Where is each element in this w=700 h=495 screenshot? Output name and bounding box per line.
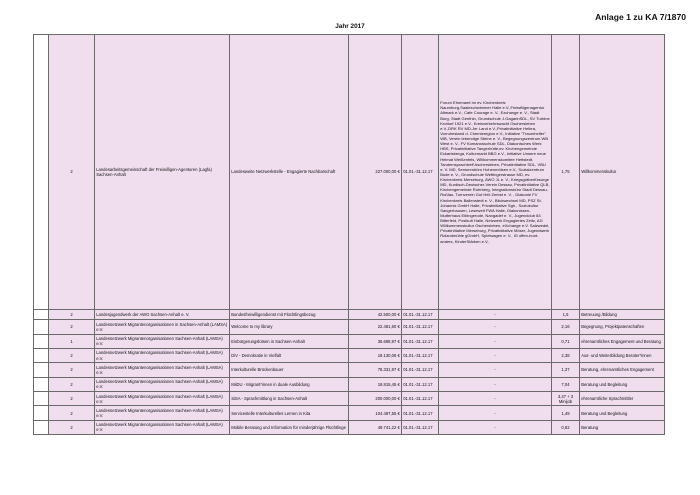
cell-nr: 2 — [49, 377, 95, 391]
cell-bereich: ehrenamtliche Sprachmittler — [580, 392, 665, 406]
blank-cell — [34, 35, 49, 310]
cell-zeitraum: 01.01.-31.12.17 — [402, 392, 439, 406]
blank-cell — [34, 309, 49, 319]
cell-betrag: 18.815,45 € — [349, 377, 402, 391]
blank-cell — [34, 320, 49, 334]
cell-vze: 3,47 + 3 Minijob — [552, 392, 580, 406]
cell-betrag: 36.698,97 € — [349, 334, 402, 348]
cell-partner: - — [439, 309, 552, 319]
cell-nr: 2 — [49, 348, 95, 362]
year-heading: Jahr 2017 — [335, 23, 365, 30]
cell-betrag: 18.130,06 € — [349, 348, 402, 362]
cell-partner: - — [439, 377, 552, 391]
cell-bereich: Aus- und Weiterbildung Berater*innen — [580, 348, 665, 362]
table-row — [34, 363, 665, 377]
cell-traeger: Landesnetzwerk Migrantenorganisationen Sachsen-Anhalt (LAMSA) e.V. — [95, 392, 230, 406]
cell-nr: 2 — [49, 406, 95, 420]
cell-betrag: 78.331,97 € — [349, 363, 402, 377]
cell-projekt: SiSA - Sprachmittlung in Sachsen-Anhalt — [230, 392, 349, 406]
cell-vze: 1,49 — [552, 406, 580, 420]
annex-label: Anlage 1 zu KA 7/1870 — [595, 12, 686, 22]
table-row — [34, 320, 665, 334]
cell-partner: - — [439, 406, 552, 420]
cell-bereich: Beratung und Begleitung — [580, 377, 665, 391]
cell-vze: 1,5 — [552, 309, 580, 319]
blank-cell — [34, 420, 49, 434]
cell-traeger: Landesnetzwerk Migrantenorganisationen Sachsen-Anhalt (LAMSA) e.V. — [95, 348, 230, 362]
cell-partner: - — [439, 334, 552, 348]
cell-vze: 2,38 — [552, 348, 580, 362]
cell-betrag: 104.487,55 € — [349, 406, 402, 420]
cell-bereich: Betreuung /Bildung — [580, 309, 665, 319]
cell-zeitraum: 01.01.-31.12.17 — [402, 377, 439, 391]
cell-vze: 0,82 — [552, 420, 580, 434]
cell-nr: 2 — [49, 420, 95, 434]
cell-traeger: Landesnetzwerk Migrantenorganisationen Sachsen-Anhalt (LAMSA) e.V. — [95, 420, 230, 434]
cell-projekt: Bundesfreiwilligendienst mit Flüchtlingsbezug — [230, 309, 349, 319]
cell-nr: 2 — [49, 363, 95, 377]
table-row — [34, 348, 665, 362]
table-row — [34, 420, 665, 434]
cell-traeger: Landesjugendwerk der AWO Sachsen-Anhalt e. V. — [95, 309, 230, 319]
cell-bereich: Willkommenskultur — [580, 35, 665, 310]
cell-zeitraum: 01.01.-31.12.17 — [402, 406, 439, 420]
cell-projekt: Welcome to my library — [230, 320, 349, 334]
cell-vze: 1,37 — [552, 363, 580, 377]
cell-bereich: Beratung und Begleitung — [580, 406, 665, 420]
cell-traeger: Landesnetzwerk Migrantenorganisationen Sachsen-Anhalt (LAMSA) e.V. — [95, 363, 230, 377]
cell-zeitraum: 01.01.-31.12.17 — [402, 334, 439, 348]
cell-nr: 2 — [49, 392, 95, 406]
cell-projekt: MiiDU - Migrant*innen in duale Ausbildung — [230, 377, 349, 391]
cell-vze: 2,16 — [552, 320, 580, 334]
cell-partner: - — [439, 420, 552, 434]
blank-cell — [34, 363, 49, 377]
table-row — [34, 309, 665, 319]
cell-bereich: Beratung, ehrenamtliches Engagement — [580, 363, 665, 377]
blank-cell — [34, 406, 49, 420]
table-row — [34, 334, 665, 348]
cell-bereich: Begegnung, Projektpatenschaften — [580, 320, 665, 334]
table-row — [34, 406, 665, 420]
cell-zeitraum: 01.01.-31.12.17 — [402, 348, 439, 362]
cell-nr: 1 — [49, 334, 95, 348]
cell-traeger: Landesnetzwerk Migrantenorganisationen Sachsen-Anhalt (LAMSA) e.V. — [95, 334, 230, 348]
cell-betrag: 200.000,00 € — [349, 392, 402, 406]
cell-partner: Forum Ehrenamt im ev. Kirchenkreis Naumburg,Saaleschwimmer Halle e.V.,Freiwilligenagentur Altmark e.V., Cafe Courage e. V., Exchange e. V., Stadt Burg, Stadt Genthin, Grundschule J.GagarinSDL, SV Turbine Krottorf 1921 e.V., Kreisverkehrswacht Oschersleben e.V.,DRK RV MD-Jer Land e.V.,Privatinitiative Helbra, Vorruhestand d. Chemieregion e.V., Initiative "Traumhelfer" WB, Verein lebendige Steine e. V., Begegnungszentrum WB West e. V., FV Komarowschule SDL, Diakonisches Werk HBS, Privatinitiative Tangerhütte,ev. Kirchengemeinde Eckartsberga, Kulturmarkt BBG e.V., Initiative Unsere neue Heimat Weißenfels, Willkommenskomitee Hettstedt, Tandemsprachtreff Aschersleben, Privatinitiative SDL, VBU e. V. MD, Seniorenbüro Hohenmölsen e.V., Sozialzentrum Bode e. V., Grundschule Wettingerstrasse MD, ev. Kirchenkreis Merseburg, AWO JL e. V., Kriegsgräberfürsorge MD, Kurdisch-Deutscher-Verein Dessau, Privatinitiative QLB, Kirchengemeinde Rohrberg, Integrationsbüro Stadt Dessau-Roßlau, Turnverein Gut Heil Zerbst e. V. , Diakonie FV Kirchenkreis Ballenstedt e. V., Blickwechsel MD, PSZ St. Johannis GmbH Halle, Privatinitiative Sgh., Soziokultur Sangerhausen, Lesewelt FWA Halle, Diakonissen-Mutterhaus Elbingerode, Nangadef e. V., Jugendclub 83 Bitterfeld, Postkult Halle, Netzwerk Engagiertes Zeitz, AG Willkommenskultur Oschersleben, eXchange e.V. Salzwedel, Privatinitiative Merseburg, Privatinitiative Möser, Jugendwerk Rolandmühle gGmbH, Spielwagen e. V., IG offen-bunt-anders, KinderStärken e.V., — [439, 35, 552, 310]
cell-betrag: 49.741,22 € — [349, 420, 402, 434]
cell-betrag: 22.481,60 € — [349, 320, 402, 334]
cell-vze: 7,04 — [552, 377, 580, 391]
cell-partner: - — [439, 392, 552, 406]
table-row — [34, 377, 665, 391]
blank-cell — [34, 392, 49, 406]
cell-bereich: ehrenamtliches Engagement und Beratung — [580, 334, 665, 348]
funding-table — [33, 34, 665, 435]
cell-projekt: Mobile Beratung und Information für minderjährige Flüchtlinge — [230, 420, 349, 434]
cell-zeitraum: 01.01.-31.12.17 — [402, 320, 439, 334]
cell-traeger: Landesarbeitsgemeinschaft der Freiwilligen-Agenturen (Lagfa) Sachsen-Anhalt — [95, 35, 230, 310]
cell-zeitraum: 01.01.-31.12.17 — [402, 35, 439, 310]
cell-traeger: Landesnetzwerk Migrantenorganisationen Sachsen-Anhalt (LAMSA) e.V. — [95, 377, 230, 391]
cell-vze: 1,75 — [552, 35, 580, 310]
cell-zeitraum: 01.01.-31.12.17 — [402, 309, 439, 319]
cell-projekt: Einbürgerungslotsen in Sachsen-Anhalt — [230, 334, 349, 348]
table-row — [34, 35, 665, 310]
blank-cell — [34, 334, 49, 348]
cell-betrag: 227.000,00 € — [349, 35, 402, 310]
cell-vze: 0,71 — [552, 334, 580, 348]
cell-projekt: Landesweite Netzwerkstelle - Engagierte Nachbarschaft — [230, 35, 349, 310]
blank-cell — [34, 377, 49, 391]
cell-nr: 2 — [49, 309, 95, 319]
cell-zeitraum: 01.01.-31.12.17 — [402, 363, 439, 377]
cell-nr: 2 — [49, 320, 95, 334]
table-row — [34, 392, 665, 406]
cell-projekt: Servicestelle Interkulturelles Lernen in Kita — [230, 406, 349, 420]
cell-nr: 2 — [49, 35, 95, 310]
cell-projekt: Interkulturelle Brückenbauer — [230, 363, 349, 377]
cell-traeger: Landesnetzwerk Migrantenorganisationen Sachsen-Anhalt (LAMSA) e.V. — [95, 406, 230, 420]
cell-traeger: Landesnetzwerk Migrantenorganisationen in Sachsen-Anhalt (LAMSA) e.V. — [95, 320, 230, 334]
cell-betrag: 42.500,00 € — [349, 309, 402, 319]
cell-bereich: Beratung — [580, 420, 665, 434]
cell-partner: - — [439, 320, 552, 334]
cell-projekt: DiV - Demokratie in Vielfalt — [230, 348, 349, 362]
cell-zeitraum: 01.01.-31.12.17 — [402, 420, 439, 434]
blank-cell — [34, 348, 49, 362]
cell-partner: - — [439, 363, 552, 377]
cell-partner: - — [439, 348, 552, 362]
